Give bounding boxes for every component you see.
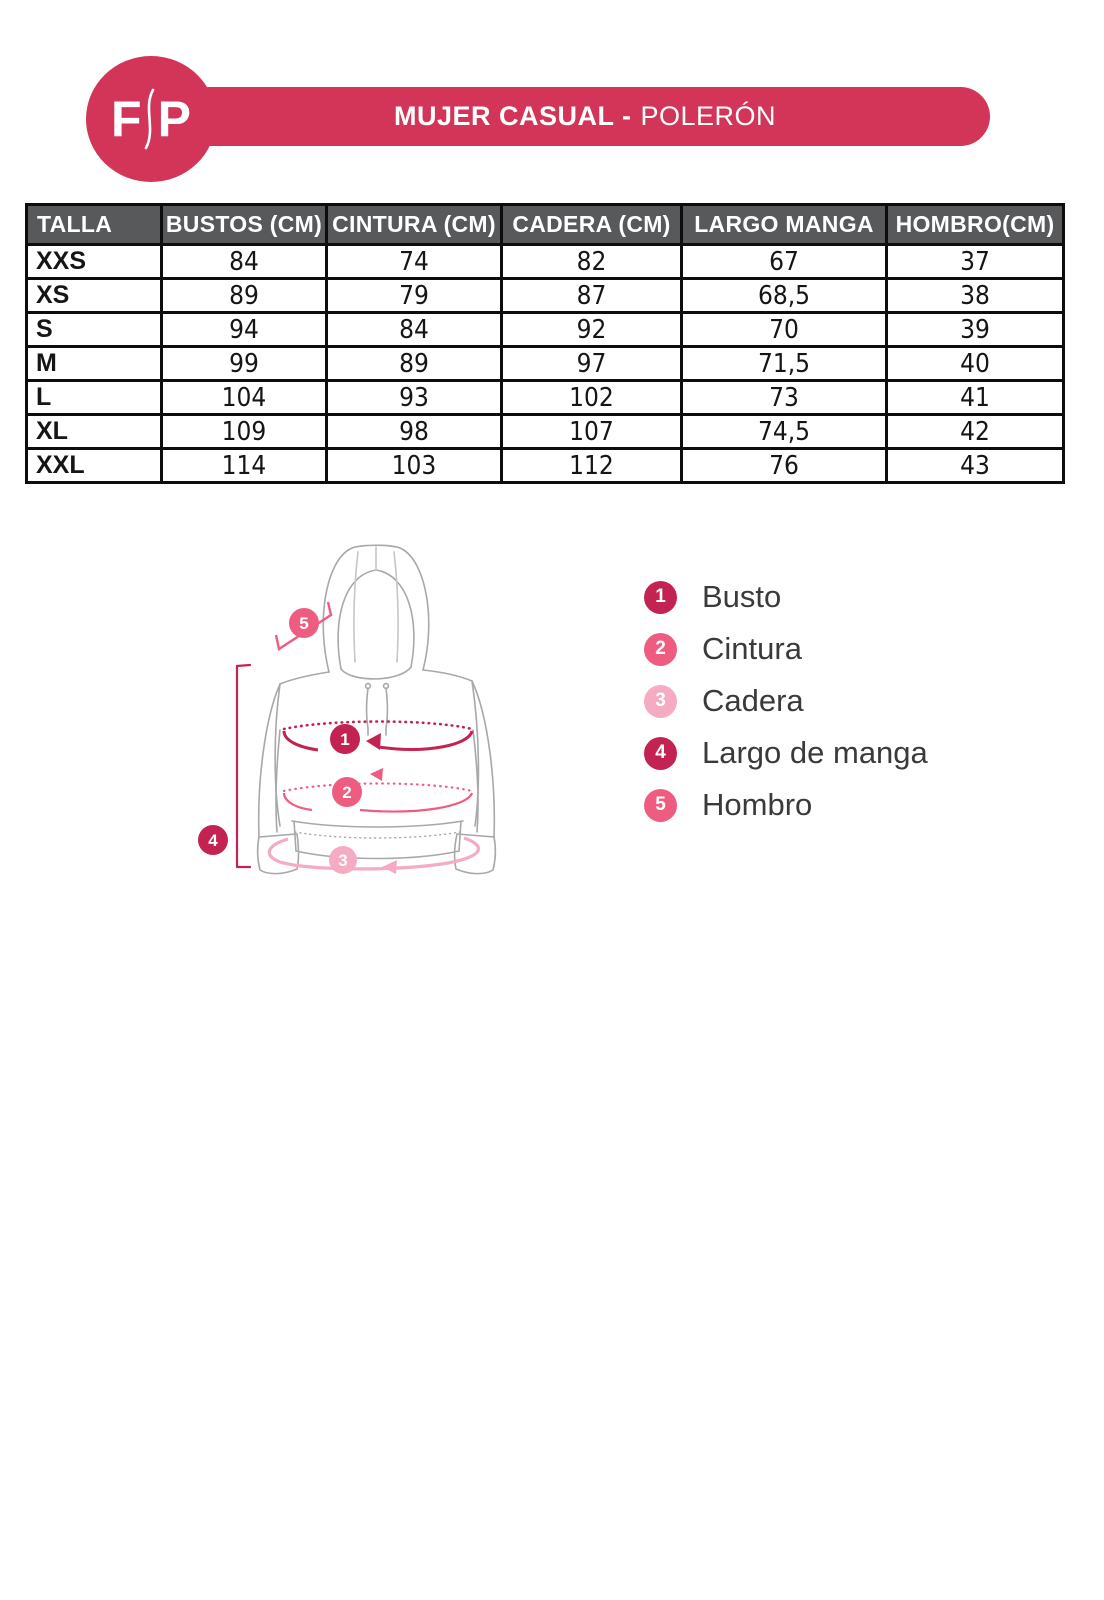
size-table-header-row	[27, 205, 1064, 245]
waist-arrowhead-icon	[370, 768, 383, 781]
hoodie-measurement-diagram	[180, 520, 520, 880]
value-cell: 109	[162, 415, 327, 449]
table-row-xs	[27, 279, 1064, 313]
size-cell: L	[27, 381, 162, 415]
value-cell: 71,5	[682, 347, 887, 381]
table-row-l	[27, 381, 1064, 415]
diagram-badge-busto-number: 1	[340, 730, 350, 749]
category-title: MUJER CASUAL -	[393, 101, 632, 131]
value-cell: 37	[887, 245, 1064, 279]
value-cell: 89	[162, 279, 327, 313]
sleeve-length-line	[237, 665, 250, 867]
size-table	[25, 203, 1065, 484]
diagram-badge-manga-number: 4	[208, 831, 218, 850]
value-cell: 84	[162, 245, 327, 279]
diagram-badge-cadera-number: 3	[338, 851, 348, 870]
value-cell: 74,5	[682, 415, 887, 449]
logo-letter-f: F	[111, 91, 142, 147]
legend-label: Cintura	[702, 631, 802, 666]
legend-badge: 5	[644, 789, 677, 822]
legend-label: Cadera	[702, 683, 804, 718]
product-title: POLERÓN	[640, 101, 777, 131]
table-row-xl	[27, 415, 1064, 449]
value-cell: 38	[887, 279, 1064, 313]
value-cell: 73	[682, 381, 887, 415]
hip-arrowhead-icon	[382, 860, 397, 874]
table-row-m	[27, 347, 1064, 381]
size-cell: XL	[27, 415, 162, 449]
value-cell: 107	[502, 415, 682, 449]
legend-item-largo-de-manga	[644, 736, 928, 770]
column-header-hombro-cm: HOMBRO(CM)	[887, 205, 1064, 245]
value-cell: 114	[162, 449, 327, 483]
title-banner	[180, 87, 990, 146]
value-cell: 84	[327, 313, 502, 347]
value-cell: 98	[327, 415, 502, 449]
value-cell: 104	[162, 381, 327, 415]
diagram-badge-hombro-number: 5	[299, 614, 309, 633]
value-cell: 99	[162, 347, 327, 381]
size-cell: M	[27, 347, 162, 381]
hoodie-outline	[258, 545, 496, 873]
value-cell: 87	[502, 279, 682, 313]
logo-squiggle-icon	[141, 87, 159, 151]
waist-measure-line	[284, 784, 472, 812]
value-cell: 76	[682, 449, 887, 483]
value-cell: 102	[502, 381, 682, 415]
size-table-body	[27, 245, 1064, 483]
legend-badge: 3	[644, 685, 677, 718]
table-row-xxs	[27, 245, 1064, 279]
size-cell: S	[27, 313, 162, 347]
hoodie-illustration	[180, 520, 520, 880]
value-cell: 94	[162, 313, 327, 347]
legend-item-cadera	[644, 684, 928, 718]
legend-label: Hombro	[702, 787, 813, 822]
value-cell: 43	[887, 449, 1064, 483]
column-header-cadera-cm: CADERA (CM)	[502, 205, 682, 245]
brand-logo	[86, 56, 216, 182]
value-cell: 67	[682, 245, 887, 279]
diagram-badge-cintura-number: 2	[342, 783, 352, 802]
value-cell: 103	[327, 449, 502, 483]
size-cell: XXS	[27, 245, 162, 279]
column-header-cintura-cm: CINTURA (CM)	[327, 205, 502, 245]
legend-badge: 4	[644, 737, 677, 770]
size-cell: XXL	[27, 449, 162, 483]
legend-label: Busto	[702, 579, 782, 614]
legend-item-busto	[644, 580, 928, 614]
table-row-xxl	[27, 449, 1064, 483]
value-cell: 42	[887, 415, 1064, 449]
value-cell: 41	[887, 381, 1064, 415]
value-cell: 40	[887, 347, 1064, 381]
value-cell: 89	[327, 347, 502, 381]
value-cell: 92	[502, 313, 682, 347]
size-cell: XS	[27, 279, 162, 313]
column-header-talla: TALLA	[27, 205, 162, 245]
value-cell: 93	[327, 381, 502, 415]
legend-badge: 2	[644, 633, 677, 666]
value-cell: 97	[502, 347, 682, 381]
legend-item-hombro	[644, 788, 928, 822]
column-header-bustos-cm: BUSTOS (CM)	[162, 205, 327, 245]
value-cell: 70	[682, 313, 887, 347]
table-row-s	[27, 313, 1064, 347]
value-cell: 112	[502, 449, 682, 483]
value-cell: 68,5	[682, 279, 887, 313]
value-cell: 79	[327, 279, 502, 313]
legend-label: Largo de manga	[702, 735, 928, 770]
legend-item-cintura	[644, 632, 928, 666]
value-cell: 82	[502, 245, 682, 279]
value-cell: 39	[887, 313, 1064, 347]
logo-letter-p: P	[157, 91, 191, 147]
legend-badge: 1	[644, 581, 677, 614]
legend	[644, 580, 928, 822]
column-header-largo-manga: LARGO MANGA	[682, 205, 887, 245]
value-cell: 74	[327, 245, 502, 279]
